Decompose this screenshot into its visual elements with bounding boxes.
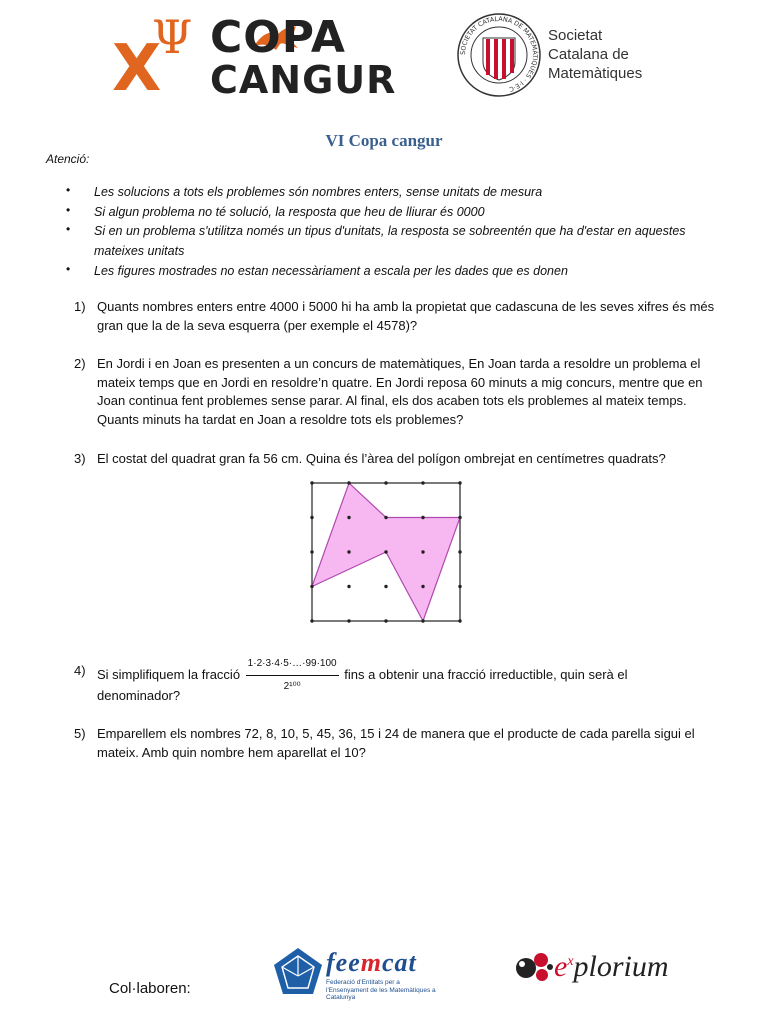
grid-dot	[458, 516, 461, 519]
explorium-part: plorium	[573, 950, 669, 983]
copa-cangur-logo	[112, 10, 397, 106]
logo-x-letter: X	[112, 32, 162, 106]
seal-text: SOCIETAT CATALANA DE MATEMÀTIQUES · I·E·C	[458, 14, 540, 94]
scm-name-line: Matemàtiques	[548, 65, 643, 82]
grid-dot	[310, 550, 313, 553]
fraction-numerator: 1·2·3·4·5·…·99·100	[246, 654, 339, 676]
grid-dot	[384, 481, 387, 484]
question-4-text-line2: denominador?	[97, 688, 181, 703]
question-3-text: El costat del quadrat gran fa 56 cm. Quina és l’àrea del polígon ombrejat en centímetres quadrats?	[97, 451, 666, 466]
grid-dot	[421, 481, 424, 484]
shaded-polygon-figure	[303, 476, 469, 632]
bullet-icon: •	[66, 203, 71, 217]
bullet-icon: •	[66, 262, 71, 276]
logo-copa-word: COPA	[210, 12, 346, 63]
grid-dot	[458, 619, 461, 622]
grid-dot	[310, 619, 313, 622]
explorium-part: x	[567, 954, 574, 969]
question-number: 1)	[74, 299, 86, 314]
question-2-text: En Jordi i en Joan es presenten a un concurs de matemàtiques, En Joan tarda a resoldre un problema el mateix temps que en Jordi en resoldre’n quatre. En Jordi reposa 60 minuts a mig concurs, mentre que en Joan continua fent problemes sense parar. Al final, els dos acaben tots els problemes al mateix temps. Quants minuts ha tardat en Joan a resoldre tots els problemes?	[97, 356, 703, 427]
grid-dot	[458, 585, 461, 588]
feemcat-wordmark	[326, 948, 417, 978]
grid-dot	[347, 585, 350, 588]
grid-dot	[347, 516, 350, 519]
scm-name-line: Catalana de	[548, 46, 629, 63]
collaborators-label: Col·laboren:	[109, 980, 191, 997]
grid-dot	[421, 585, 424, 588]
grid-dot	[347, 619, 350, 622]
question-4-text-after: fins a obtenir una fracció irreductible, quin serà el	[344, 666, 628, 682]
attention-label: Atenció:	[46, 152, 90, 166]
question-number: 5)	[74, 726, 86, 741]
feemcat-part: fee	[326, 948, 361, 977]
rule-item: Si en un problema s'utilitza només un tipus d'unitats, la resposta se sobreentén que ha d'estar en aquestes mateixes unitats	[94, 224, 686, 258]
question-number: 3)	[74, 451, 86, 466]
page-title: VI Copa cangur	[325, 131, 443, 150]
grid-dot	[421, 516, 424, 519]
grid-dot	[458, 550, 461, 553]
grid-dot	[421, 550, 424, 553]
feemcat-part: m	[360, 948, 382, 977]
question-1-text: Quants nombres enters entre 4000 i 5000 hi ha amb la propietat que cadascuna de les seves xifres és més gran que la de la seva esquerra (per exemple el 4578)?	[97, 299, 715, 333]
grid-dot	[458, 481, 461, 484]
question-number: 2)	[74, 356, 86, 371]
explorium-wordmark	[554, 950, 669, 984]
grid-dot	[421, 619, 424, 622]
grid-dot	[310, 481, 313, 484]
explorium-part: e	[554, 950, 568, 983]
explorium-logo	[514, 946, 669, 992]
scm-name-line: Societat	[548, 27, 603, 44]
grid-dot	[384, 550, 387, 553]
grid-dot	[384, 619, 387, 622]
scm-name	[548, 26, 642, 83]
seal-shield	[483, 38, 515, 80]
rule-item: Si algun problema no té solució, la resposta que heu de lliurar és 0000	[94, 205, 485, 219]
bullet-icon: •	[66, 222, 71, 236]
question-4-text-before: Si simplifiquem la fracció	[97, 666, 241, 682]
grid-dot	[310, 516, 313, 519]
molecule-icon	[514, 950, 554, 984]
scm-seal-icon	[456, 12, 542, 98]
grid-dot	[347, 550, 350, 553]
logo-psi-letter: Ψ	[152, 10, 193, 64]
feemcat-part: cat	[381, 948, 417, 977]
grid-dot	[347, 481, 350, 484]
logo-cangur-word: CANGUR	[210, 58, 397, 102]
pentagon-icon	[272, 946, 324, 998]
feemcat-logo	[272, 946, 440, 1001]
fraction-denominator: 2¹⁰⁰	[283, 681, 301, 692]
grid-dot	[384, 585, 387, 588]
rule-item: Les figures mostrades no estan necessàriament a escala per les dades que es donen	[94, 264, 568, 278]
grid-dot	[310, 585, 313, 588]
rule-item: Les solucions a tots els problemes són nombres enters, sense unitats de mesura	[94, 185, 543, 199]
bullet-icon: •	[66, 183, 71, 197]
feemcat-subtitle: Federació d'Entitats per a l'Ensenyament de les Matemàtiques a Catalunya	[326, 979, 436, 1001]
question-number: 4)	[74, 663, 86, 678]
grid-dot	[384, 516, 387, 519]
question-5-text: Emparellem els nombres 72, 8, 10, 5, 45, 36, 15 i 24 de manera que el producte de cada parella sigui el mateix. Amb quin nombre hem aparellat el 10?	[97, 726, 695, 760]
